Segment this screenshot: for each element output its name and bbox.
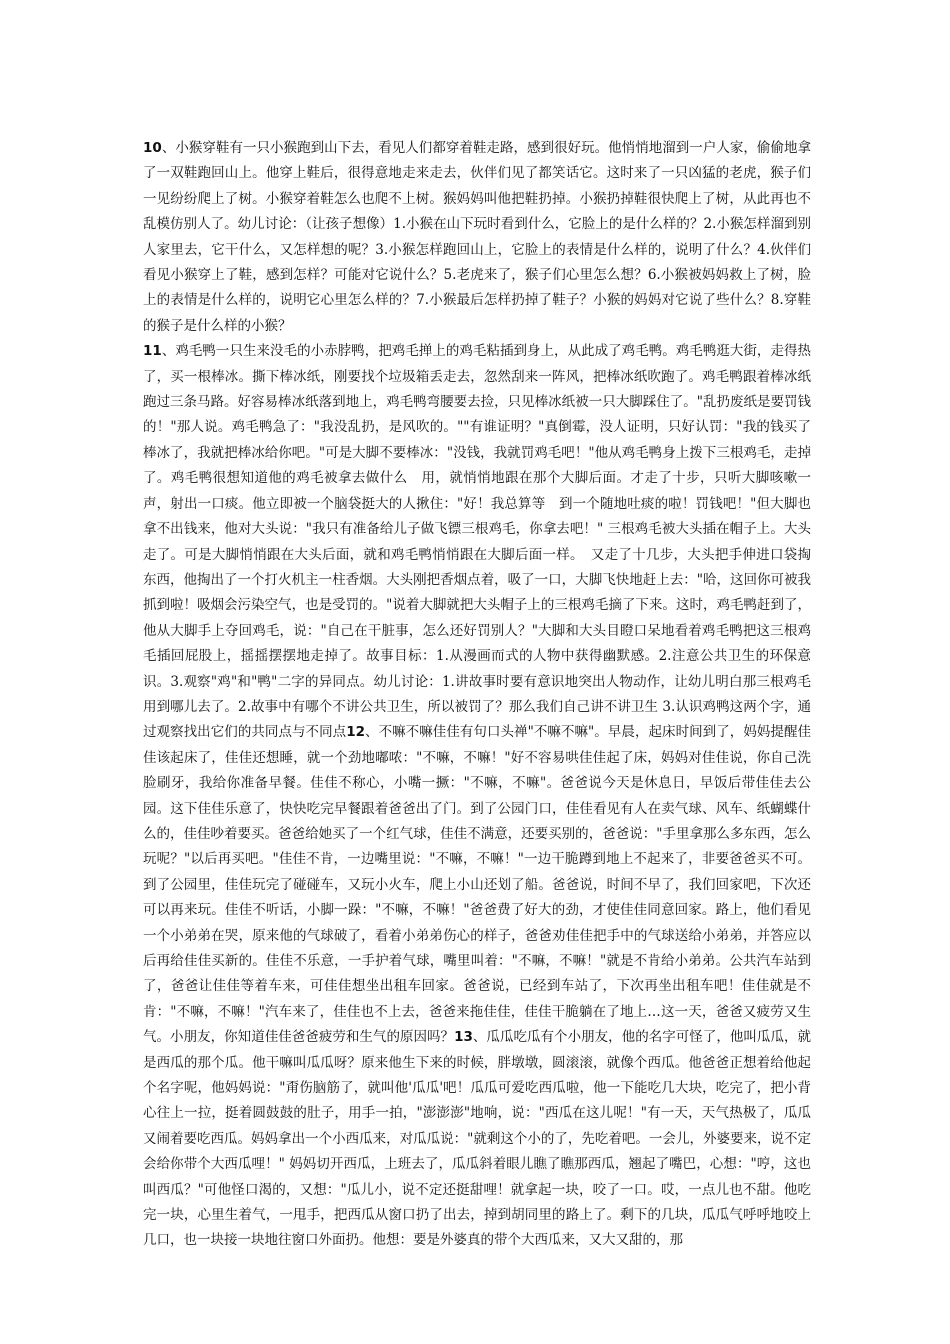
- paragraph-number: 11: [143, 343, 162, 360]
- paragraph-text: 、小猴穿鞋有一只小猴跑到山下去，看见人们都穿着鞋走路，感到很好玩。他悄悄地溜到一户人家，偷偷地拿了一双鞋跑回山上。他穿上鞋后，很得意地走来走去，伙伴们见了都笑话它。这时来了一只凶猛的老虎，猴子们一见纷纷爬上了树。小猴穿着鞋怎么也爬不上树。猴妈妈叫他把鞋扔掉。小猴扔掉鞋很快爬上了树，从此再也不乱模仿别人了。幼儿讨论：（让孩子想像）1.小猴在山下玩时看到什么，它脸上的是什么样的？2.小猴怎样溜到别人家里去，它干什么，又怎样想的呢？3.小猴怎样跑回山上，它脸上的表情是什么样的，说明了什么？4.伙伴们看见小猴穿上了鞋，感到怎样？可能对它说什么？5.老虎来了，猴子们心里怎么想？6.小猴被妈妈救上了树，脸上的表情是什么样的，说明它心里怎么样的？7.小猴最后怎样扔掉了鞋子？小猴的妈妈对它说了些什么？8.穿鞋的猴子是什么样的小猴？: [143, 140, 811, 334]
- paragraph-text: 、不嘛不嘛佳佳有句口头禅"不嘛不嘛"。早晨，起床时间到了，妈妈提醒佳佳该起床了，佳佳还想睡，就一个劲地嘟哝："不嘛，不嘛！"好不容易哄佳佳起了床，妈妈对佳佳说，你自己洗脸刷牙，我给你准备早餐。佳佳不称心，小嘴一撅："不嘛，不嘛"。爸爸说今天是休息日，早饭后带佳佳去公园。这下佳佳乐意了，快快吃完早餐跟着爸爸出了门。到了公园门口，佳佳看见有人在卖气球、风车、纸蝴蝶什么的，佳佳吵着要买。爸爸给她买了一个红气球，佳佳不满意，还要买别的，爸爸说："手里拿那么多东西，怎么玩呢？"以后再买吧。"佳佳不肯，一边嘴里说："不嘛，不嘛！"一边干脆蹲到地上不起来了，非要爸爸买不可。到了公园里，佳佳玩完了碰碰车，又玩小火车，爬上小山还划了船。爸爸说，时间不早了，我们回家吧，下次还可以再来玩。佳佳不听话，小脚一跺："不嘛，不嘛！"爸爸费了好大的劲，才使佳佳同意回家。路上，他们看见一个小弟弟在哭，原来他的气球破了，看着小弟弟伤心的样子，爸爸劝佳佳把手中的气球送给小弟弟，并答应以后再给佳佳买新的。佳佳不乐意，一手护着气球，嘴里叫着："不嘛，不嘛！"就是不肯给小弟弟。公共汽车站到了，爸爸让佳佳等着车来，可佳佳想坐出租车回家。爸爸说，已经到车站了，下次再坐出租车吧！佳佳就是不肯："不嘛，不嘛！"汽车来了，佳佳也不上去，爸爸来拖佳佳，佳佳干脆躺在了地上…这一天，爸爸又疲劳又生气。小朋友，你知道佳佳爸爸疲劳和生气的原因吗？: [143, 724, 812, 1046]
- paragraph-11: [143, 339, 811, 1254]
- paragraph-text: 、瓜瓜吃瓜有个小朋友，他的名字可怪了，他叫瓜瓜，就是西瓜的那个瓜。他干嘛叫瓜瓜呀？原来他生下来的时候，胖墩墩，圆滚滚，就像个西瓜。他爸爸正想着给他起个名字呢，他妈妈说："甭伤脑筋了，就叫他'瓜瓜'吧！瓜瓜可爱吃西瓜啦，他一下能吃几大块，吃完了，把小背心往上一拉，挺着圆鼓鼓的肚子，用手一拍，"澎澎澎"地响，说："西瓜在这儿呢！"有一天，天气热极了，瓜瓜又闹着要吃西瓜。妈妈拿出一个小西瓜来，对瓜瓜说："就剩这个小的了，先吃着吧。一会儿，外婆要来，说不定会给你带个大西瓜哩！" 妈妈切开西瓜，上班去了，瓜瓜斜着眼儿瞧了瞧那西瓜，翘起了嘴巴，心想："哼，这也叫西瓜？"可他怪口渴的，又想："瓜儿小，说不定还挺甜哩！就拿起一块，咬了一口。哎，一点儿也不甜。他吃完一块，心里生着气，一甩手，把西瓜从窗口扔了出去，掉到胡同里的路上了。剩下的几块，瓜瓜气呼呼地咬上几口，也一块接一块地往窗口外面扔。他想：要是外婆真的带个大西瓜来，又大又甜的，那: [143, 1029, 812, 1249]
- paragraph-text: 、鸡毛鸭一只生来没毛的小赤脖鸭，把鸡毛掸上的鸡毛粘插到身上，从此成了鸡毛鸭。鸡毛鸭逛大街，走得热了，买一根棒冰。撕下棒冰纸，刚要找个垃圾箱丢走去，忽然刮来一阵风，把棒冰纸吹跑了。鸡毛鸭跟着棒冰纸跑过三条马路。好容易棒冰纸落到地上，鸡毛鸭弯腰要去捡，只见棒冰纸被一只大脚踩住了。"乱扔废纸是要罚钱的！"那人说。鸡毛鸭急了："我没乱扔，是风吹的。""有谁证明？"真倒霉，没人证明，只好认罚："我的钱买了棒冰了，我就把棒冰给你吧。"可是大脚不要棒冰："没钱，我就罚鸡毛吧！"他从鸡毛鸭身上拨下三根鸡毛，走掉了。鸡毛鸭很想知道他的鸡毛被拿去做什么 用，就悄悄地跟在那个大脚后面。才走了十步，只听大脚咳嗽一声，射出一口痰。他立即被一个脑袋挺大的人揪住："好！我总算等 到一个随地吐痰的啦！罚钱吧！"但大脚也拿不出钱来，他对大头说："我只有准备给儿子做飞镖三根鸡毛，你拿去吧！" 三根鸡毛被大头插在帽子上。大头走了。可是大脚悄悄跟在大头后面，就和鸡毛鸭悄悄跟在大脚后面一样。 又走了十几步，大头把手伸进口袋掏东西，他掏出了一个打火机主一柱香烟。大头刚把香烟点着，吸了一口，大脚飞快地赶上去："哈，这回你可被我抓到啦！吸烟会污染空气，也是受罚的。"说着大脚就把大头帽子上的三根鸡毛摘了下来。这时，鸡毛鸭赶到了，他从大脚手上夺回鸡毛，说："自己在干脏事，怎么还好罚别人？"大脚和大头目瞪口呆地看着鸡毛鸭把这三根鸡毛插回屁股上，摇摇摆摆地走掉了。故事目标：1.从漫画而式的人物中获得幽默感。2.注意公共卫生的环保意识。3.观察"鸡"和"鸭"二字的异同点。幼儿讨论：1.讲故事时要有意识地突出人物动作，让幼儿明白那三根鸡毛用到哪儿去了。2.故事中有哪个不讲公共卫生，所以被罚了？那么我们自己讲不讲卫生 3.认识鸡鸭这两个字，通过观察找出它们的共同点与不同点: [143, 343, 811, 741]
- paragraph-number: 12: [346, 724, 365, 741]
- paragraph-number: 13: [454, 1029, 473, 1046]
- paragraph-10: [143, 136, 811, 339]
- paragraph-number: 10: [143, 140, 162, 156]
- document-body: [143, 136, 811, 1254]
